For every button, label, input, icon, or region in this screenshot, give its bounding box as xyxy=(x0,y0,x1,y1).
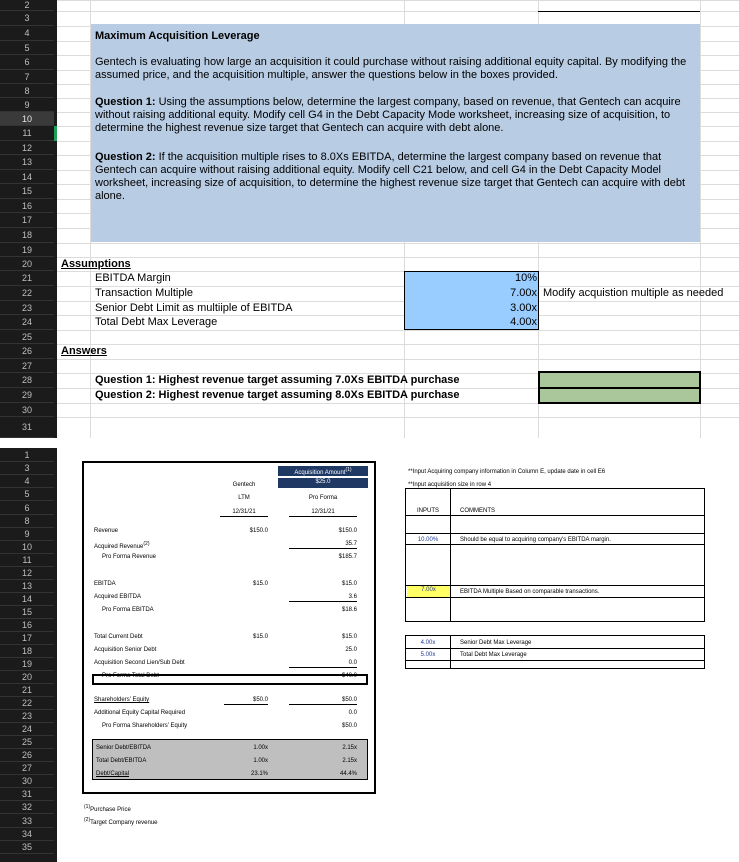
model-row-label-text: Shareholders' Equity xyxy=(94,697,150,703)
additional-equity-box xyxy=(92,674,368,685)
ratio-proforma: 2.15x xyxy=(342,745,357,751)
model-row-label-text: EBITDA xyxy=(94,581,116,587)
gentech-date: 12/31/21 xyxy=(220,508,268,517)
gridline xyxy=(57,417,739,418)
gentech-value: $150.0 xyxy=(249,528,268,534)
question-2-label: Question 2: xyxy=(95,151,156,163)
model-row-label xyxy=(102,606,154,614)
gridline xyxy=(57,0,739,1)
debt-capacity-model xyxy=(82,461,376,794)
footnote-text: Purchase Price xyxy=(90,807,131,813)
model-row-label-text: Pro Forma Total Debt xyxy=(102,673,159,679)
ratio-label: Debt/Capital xyxy=(96,771,130,777)
model-row-label-text: Acquired EBITDA xyxy=(94,594,142,600)
proforma-value: $15.0 xyxy=(341,581,357,587)
row-number[interactable]: 12 xyxy=(0,141,54,155)
gridline xyxy=(57,257,739,258)
row-number[interactable]: 5 xyxy=(0,488,54,501)
proforma-value: 0.0 xyxy=(289,659,357,668)
row-number[interactable]: 31 xyxy=(0,788,54,801)
row-number[interactable]: 8 xyxy=(0,515,54,528)
proforma-value: $50.0 xyxy=(341,723,357,729)
model-row-label-text: Acquisition Senior Debt xyxy=(94,647,157,653)
answers-header: Answers xyxy=(61,345,107,357)
inputs-comments-table xyxy=(405,488,705,622)
row-number[interactable]: 15 xyxy=(0,184,54,199)
row-number[interactable]: 32 xyxy=(0,801,54,814)
answer-label: Question 2: Highest revenue target assuming 8.0Xs EBITDA purchase xyxy=(95,389,460,401)
row-number[interactable]: 30 xyxy=(0,403,54,417)
pane-divider xyxy=(0,438,739,448)
model-row-label-text: Pro Forma Revenue xyxy=(102,554,157,560)
ratio-gentech: 1.00x xyxy=(253,758,268,764)
input-comment: Should be equal to acquiring company's EBITDA margin. xyxy=(460,537,611,543)
table-divider xyxy=(406,597,704,598)
row-number[interactable]: 25 xyxy=(0,736,54,749)
row-number[interactable]: 24 xyxy=(0,723,54,736)
table-divider xyxy=(406,515,704,516)
proforma-value: $50.0 xyxy=(289,696,357,705)
row-number[interactable]: 17 xyxy=(0,213,54,228)
assumptions-header: Assumptions xyxy=(61,258,131,270)
answer-box xyxy=(538,371,701,404)
assumption-label: Transaction Multiple xyxy=(95,287,194,299)
model-row-label xyxy=(102,722,187,730)
model-row-label xyxy=(94,527,118,535)
table-divider xyxy=(450,489,451,621)
row-number[interactable]: 20 xyxy=(0,671,54,684)
comments-header: COMMENTS xyxy=(460,508,495,514)
row-number[interactable]: 24 xyxy=(0,315,54,330)
footnote-text: Target Company revenue xyxy=(90,820,158,826)
ratio-gentech: 1.00x xyxy=(253,745,268,751)
model-row-label-text: Revenue xyxy=(94,528,119,534)
gridline xyxy=(57,243,739,244)
row-number[interactable]: 31 xyxy=(0,417,54,438)
instruction-box xyxy=(91,24,700,242)
model-row-label xyxy=(94,709,185,717)
acquisition-amount-input[interactable]: $25.0 xyxy=(278,478,368,488)
question-2-text xyxy=(95,151,691,203)
table-divider xyxy=(450,636,451,668)
row-number[interactable]: 35 xyxy=(0,841,54,854)
input-value-highlight[interactable]: 7.00x xyxy=(407,586,450,597)
assumption-value[interactable]: 4.00x xyxy=(510,316,537,328)
ratio-label: Total Debt/EBITDA xyxy=(96,758,147,764)
table-divider xyxy=(406,660,704,661)
gentech-value: $15.0 xyxy=(252,634,268,640)
row-number[interactable]: 10 xyxy=(0,541,54,554)
row-number[interactable]: 16 xyxy=(0,619,54,632)
sheet-title: Maximum Acquisition Leverage xyxy=(95,30,260,42)
row-number[interactable]: 26 xyxy=(0,749,54,762)
proforma-value: $185.7 xyxy=(338,554,357,560)
row-number[interactable]: 5 xyxy=(0,41,54,55)
instruction-note: **Input Acquiring company information in Column E, update date in cell E6 xyxy=(408,469,606,475)
proforma-value: $15.0 xyxy=(341,634,357,640)
row-number[interactable]: 15 xyxy=(0,606,54,619)
row-number[interactable]: 19 xyxy=(0,243,54,257)
row-number[interactable]: 20 xyxy=(0,257,54,271)
model-row-label xyxy=(94,580,116,588)
gentech-value: $50.0 xyxy=(224,696,268,705)
row-number[interactable]: 21 xyxy=(0,271,54,286)
row-number[interactable]: 21 xyxy=(0,684,54,697)
gridline xyxy=(57,344,739,345)
row-number[interactable]: 22 xyxy=(0,286,54,301)
row-number[interactable]: 6 xyxy=(0,501,54,515)
gentech-value: $15.0 xyxy=(252,581,268,587)
row-number[interactable]: 12 xyxy=(0,567,54,580)
model-row-label xyxy=(94,633,143,641)
row-number[interactable]: 16 xyxy=(0,199,54,213)
row-number[interactable]: 13 xyxy=(0,155,54,170)
row-number[interactable]: 25 xyxy=(0,330,54,344)
footnote xyxy=(84,816,158,827)
footnote-marker: (2) xyxy=(84,817,91,823)
intro-text: Gentech is evaluating how large an acquisition it could purchase without raising additional equity capital. By modifying the assumed price, and the acquisition multiple, answer the questions below in the boxes provided. xyxy=(95,56,687,81)
proforma-value: 25.0 xyxy=(345,647,357,653)
question-1-label: Question 1: xyxy=(95,96,156,108)
assumption-label: Total Debt Max Leverage xyxy=(95,316,218,328)
table-divider xyxy=(406,544,704,545)
model-row-label-text: Additional Equity Capital Required xyxy=(94,710,186,716)
row-number[interactable]: 27 xyxy=(0,762,54,775)
proforma-value: $18.6 xyxy=(341,607,357,613)
worksheet-debt-capacity xyxy=(0,448,739,862)
ratio-proforma: 44.4% xyxy=(339,771,357,777)
proforma-value: 3.6 xyxy=(289,593,357,602)
table-divider xyxy=(406,533,704,534)
row-number[interactable]: 26 xyxy=(0,344,54,359)
ratio-gentech: 23.1% xyxy=(250,771,268,777)
footnote-marker: (2) xyxy=(143,541,150,547)
cell-border xyxy=(538,11,700,12)
model-row-label xyxy=(94,646,156,654)
table-divider xyxy=(406,585,704,586)
model-row-label xyxy=(94,540,150,551)
footnote-marker: (1) xyxy=(84,804,91,810)
assumption-label: Senior Debt Limit as multiiple of EBITDA xyxy=(95,302,293,314)
leverage-inputs-table xyxy=(405,635,705,669)
ratio-label: Senior Debt/EBITDA xyxy=(96,745,152,751)
model-row-label xyxy=(94,593,141,601)
row-number[interactable]: 2 xyxy=(0,0,54,11)
assumption-value[interactable]: 7.00x xyxy=(510,287,537,299)
row-number[interactable]: 8 xyxy=(0,84,54,98)
gentech-col-header: Gentech xyxy=(232,482,256,488)
question-1-text xyxy=(95,96,691,135)
footnote xyxy=(84,803,131,814)
instruction-note: **Input acquisition size in row 4 xyxy=(408,482,492,488)
model-row-label-text: Acquisition Second Lien/Sub Debt xyxy=(94,660,185,666)
row-number[interactable]: 34 xyxy=(0,828,54,841)
model-row-label xyxy=(102,553,156,561)
row-number[interactable]: 10 xyxy=(0,112,54,126)
inputs-header: INPUTS xyxy=(416,508,439,514)
ltm-col-header: LTM xyxy=(238,495,250,501)
model-row-label xyxy=(94,696,149,704)
row-number[interactable]: 7 xyxy=(0,70,54,84)
ratio-proforma: 2.15x xyxy=(342,758,357,764)
input-comment: Senior Debt Max Leverage xyxy=(460,640,532,646)
row-number[interactable]: 11 xyxy=(0,126,54,141)
gridline xyxy=(57,330,739,331)
row-number[interactable]: 27 xyxy=(0,359,54,373)
proforma-date: 12/31/21 xyxy=(289,508,357,517)
model-row-label xyxy=(94,659,185,667)
row-number[interactable]: 17 xyxy=(0,632,54,645)
row-number[interactable]: 14 xyxy=(0,170,54,184)
row-number[interactable]: 3 xyxy=(0,462,54,475)
row-number[interactable]: 13 xyxy=(0,580,54,593)
row-number[interactable]: 1 xyxy=(0,448,54,462)
question-2-body: If the acquisition multiple rises to 8.0Xs EBITDA, determine the largest company based on revenue that Gentech can acquire without raising additional equity. Modify cell C21 below, and cell G4 in the Debt Capacity Model worksheet, increasing size of acquisition, to determine the highest revenue size target that Gentech can acquire with debt alone. xyxy=(95,151,686,202)
row-number[interactable]: 9 xyxy=(0,528,54,541)
gridline xyxy=(57,359,739,360)
row-number[interactable]: 33 xyxy=(0,814,54,828)
proforma-value: 0.0 xyxy=(348,710,357,716)
answer-cell-q2[interactable] xyxy=(540,389,699,402)
table-divider xyxy=(406,648,704,649)
row-number[interactable]: 19 xyxy=(0,658,54,671)
acquisition-amount-label: Acquisition Amount xyxy=(294,470,346,476)
row-number[interactable]: 18 xyxy=(0,645,54,658)
input-value[interactable]: 4.00x xyxy=(420,640,436,646)
assumption-value[interactable]: 3.00x xyxy=(510,302,537,314)
row-number[interactable]: 30 xyxy=(0,775,54,788)
assumption-label: EBITDA Margin xyxy=(95,272,171,284)
proforma-col-header: Pro Forma xyxy=(308,495,338,501)
selected-row-marker xyxy=(54,126,57,141)
multiple-note: Modify acquistion multiple as needed xyxy=(543,287,724,299)
assumption-value[interactable]: 10% xyxy=(514,272,537,284)
row-number[interactable]: 11 xyxy=(0,554,54,567)
input-comment: EBITDA Multiple Based on comparable transactions. xyxy=(460,589,600,595)
input-comment: Total Debt Max Leverage xyxy=(460,652,527,658)
row-number[interactable]: 4 xyxy=(0,26,54,41)
row-number[interactable]: 28 xyxy=(0,373,54,388)
row-number[interactable]: 18 xyxy=(0,228,54,243)
row-number[interactable]: 4 xyxy=(0,475,54,488)
proforma-value: $40.0 xyxy=(341,673,357,679)
model-row-label-text: Pro Forma Shareholders' Equity xyxy=(102,723,188,729)
row-number[interactable]: 9 xyxy=(0,98,54,112)
row-number[interactable]: 23 xyxy=(0,710,54,723)
answer-cell-q1[interactable] xyxy=(540,373,699,389)
row-number[interactable]: 3 xyxy=(0,11,54,26)
model-row-label-text: Total Current Debt xyxy=(94,634,143,640)
proforma-value: $150.0 xyxy=(338,528,357,534)
row-number[interactable]: 14 xyxy=(0,593,54,606)
input-value[interactable]: 5.00x xyxy=(420,652,436,658)
input-value[interactable]: 10.00% xyxy=(417,537,439,543)
question-1-body: Using the assumptions below, determine the largest company, based on revenue, that Gentech can acquire without raising additional equity. Modify cell G4 in the Debt Capacity Mode worksheet, increasing size of acquisition, to determine the highest revenue size target that Gentech can acquire with debt alone. xyxy=(95,96,681,134)
row-number[interactable]: 22 xyxy=(0,697,54,710)
row-number[interactable]: 29 xyxy=(0,388,54,403)
row-number[interactable]: 23 xyxy=(0,301,54,315)
row-number[interactable]: 6 xyxy=(0,55,54,70)
model-row-label-text: Pro Forma EBITDA xyxy=(102,607,154,613)
model-row-label-text: Acquired Revenue xyxy=(94,544,144,550)
proforma-value: 35.7 xyxy=(289,540,357,549)
footnote-marker: (1) xyxy=(345,467,352,473)
answer-label: Question 1: Highest revenue target assuming 7.0Xs EBITDA purchase xyxy=(95,374,460,386)
acquisition-amount-header xyxy=(278,466,368,476)
